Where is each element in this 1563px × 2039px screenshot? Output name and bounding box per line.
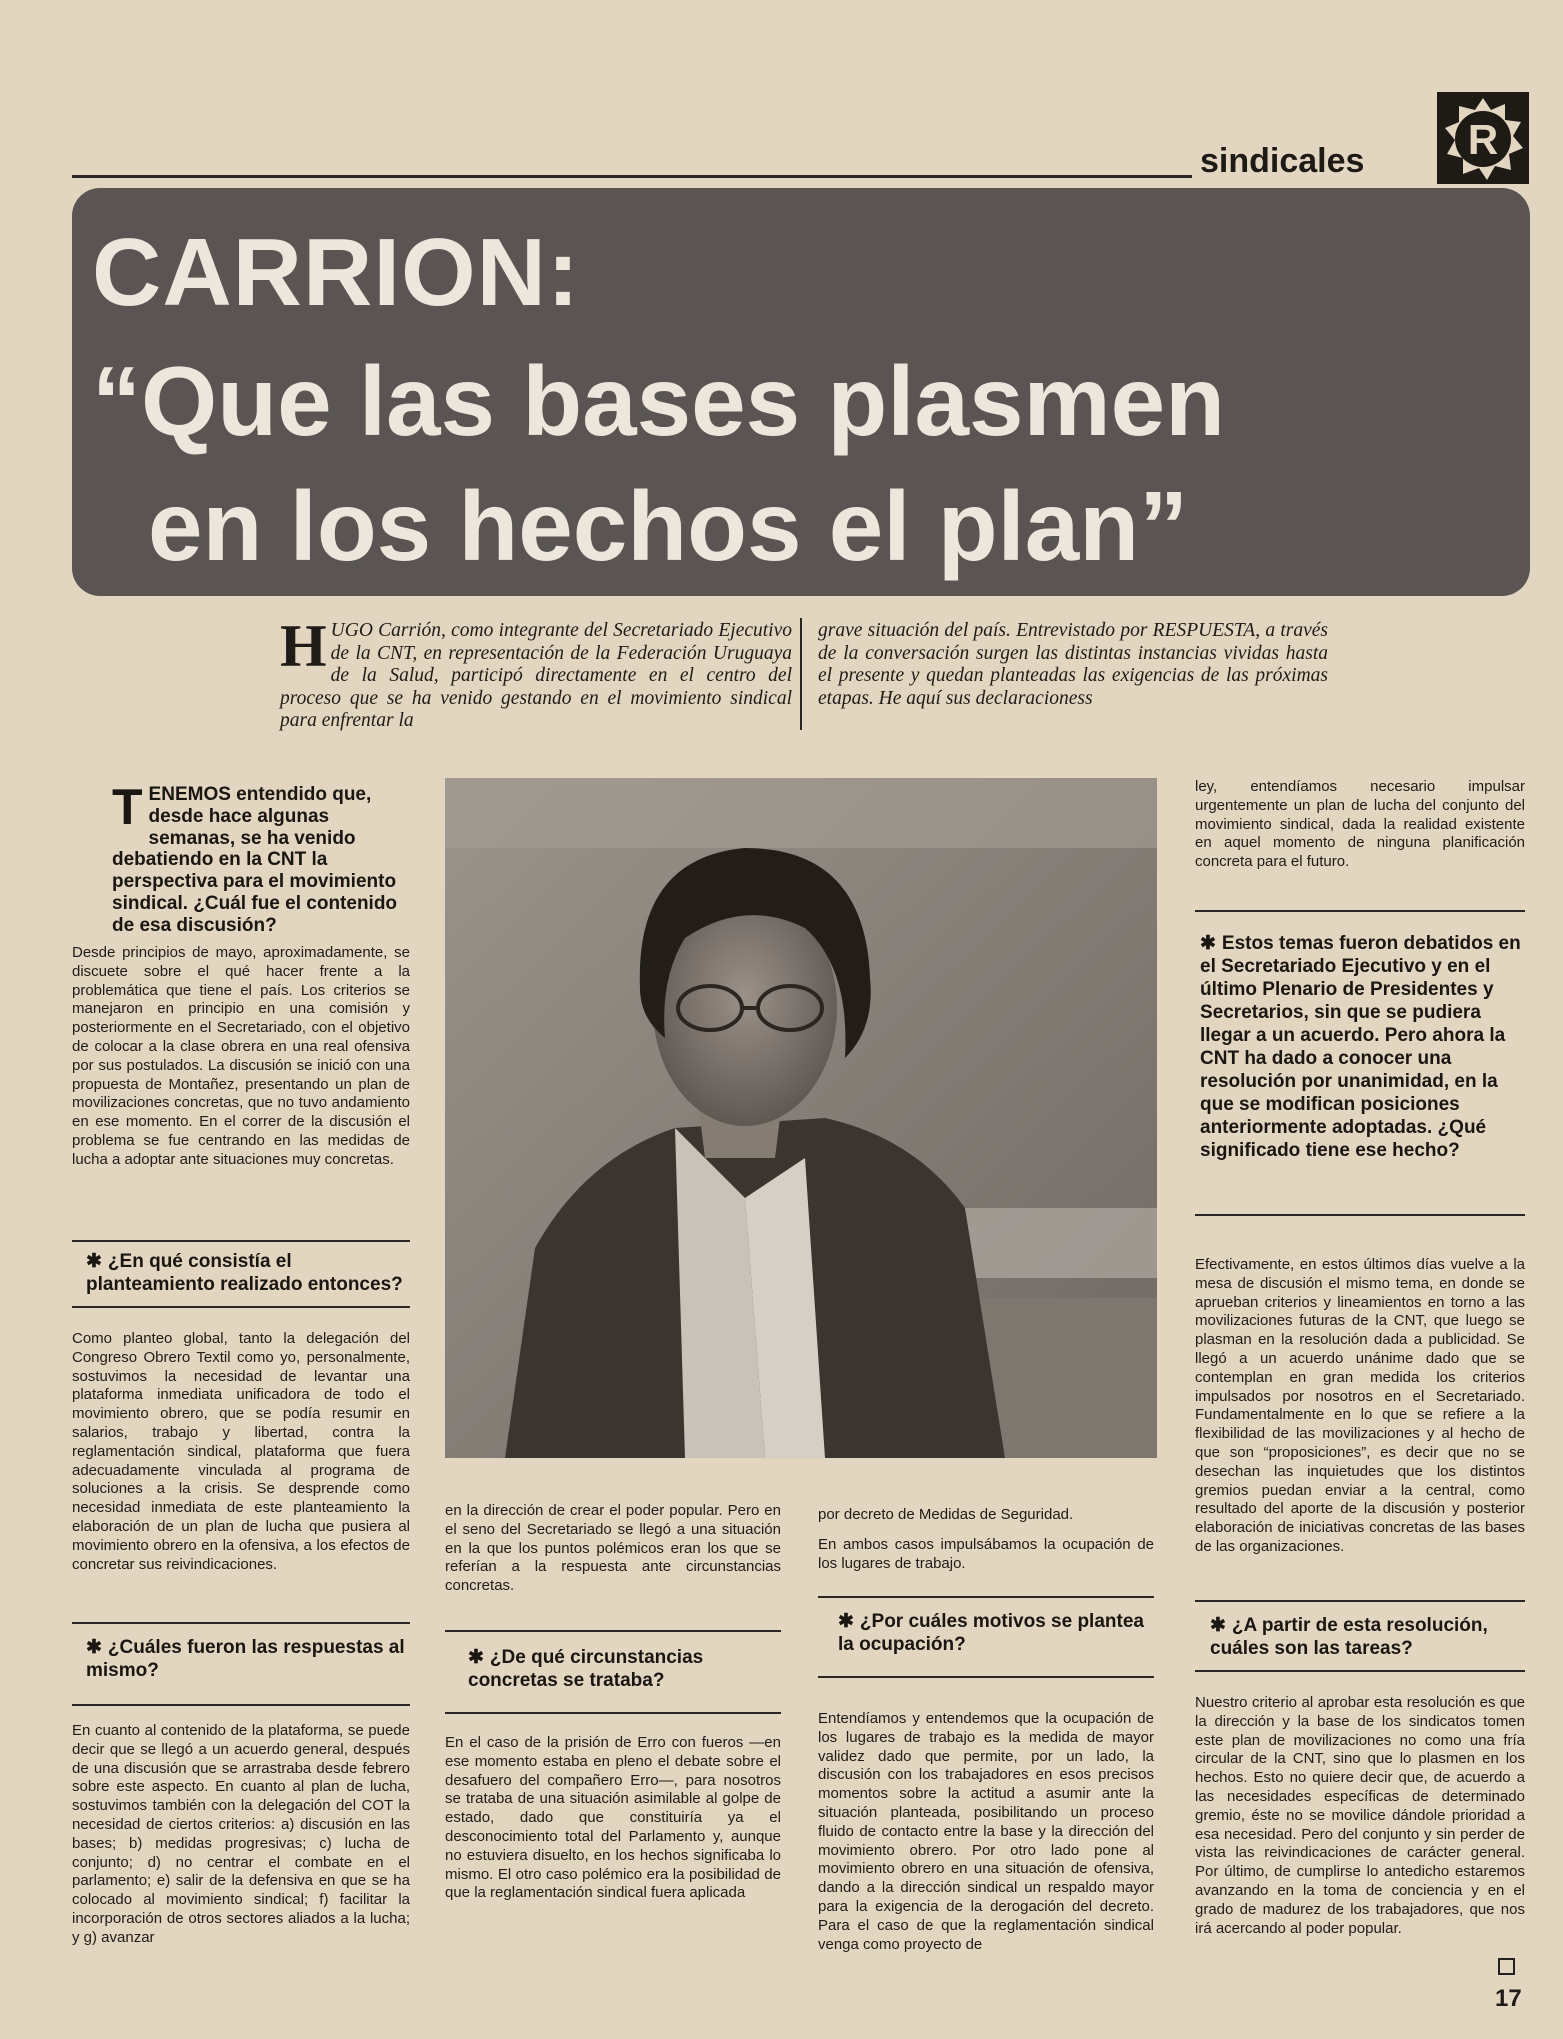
- rule: [72, 1306, 410, 1308]
- headline-line-2: “Que las bases plasmen: [92, 346, 1225, 456]
- headline-line-1: CARRION:: [92, 219, 580, 326]
- intro-left-text: UGO Carrión, como integrante del Secretariado Ejecutivo de la CNT, en representación de la Federación Uruguaya de la Salud, participó directamente en el centro del proceso que se ha venido gestando en el movimiento sindical para enfrentar la: [280, 620, 792, 732]
- answer-4: En el caso de la prisión de Erro con fueros —en ese momento estaba en pleno el debate sobre el desafuero del compañero Erro—, para nosotros se trataba de una situación asimilable al golpe de estado, dado que constituiría ya el desconocimiento total del Parlamento y, aunque no estuviera disuelto, en los hechos significaba lo mismo. El otro caso polémico era la posibilidad de que la reglamentación sindical fuera aplicada: [445, 1734, 781, 1902]
- answer-7: Nuestro criterio al aprobar esta resolución es que la dirección y la base de los sindicatos tomen este plan de movilizaciones no como una fría circular de la CNT, sino que lo plasmen en los hechos. Esto no quiere decir que, de acuerdo a las necesidades específicas de determinado gremio, éste no se movilice dándole prioridad a esa necesidad. Pero del conjunto y sin perder de vista las reivindicaciones de carácter general. Por último, de cumplirse lo antedicho estaremos avanzando en la toma de conciencia y en el grado de madurez de los trabajadores, que nos irá acercando al poder popular.: [1195, 1694, 1525, 1937]
- headline-line-3: en los hechos el plan”: [148, 471, 1189, 581]
- question-2: ✱ ¿En qué consistía el planteamiento realizado entonces?: [86, 1251, 403, 1295]
- rule: [1195, 1214, 1525, 1216]
- question-1: [112, 779, 410, 937]
- intro-divider: [800, 618, 802, 730]
- question-3: ✱ ¿Cuáles fueron las respuestas al mismo?: [86, 1637, 405, 1681]
- section-label: sindicales: [1200, 142, 1365, 180]
- rule: [1195, 1600, 1525, 1602]
- question-1-dropcap: T: [112, 779, 143, 835]
- intro-right: grave situación del país. Entrevistado por RESPUESTA, a través de la conversación surgen las distintas instancias vividas hasta el presente y quedan planteadas las exigencias de las próximas etapas. He aquí sus declaracioness: [818, 620, 1328, 709]
- answer-5: Entendíamos y entendemos que la ocupación de los lugares de trabajo es la medida de mayor validez dado que permite, por un lado, la discusión con los trabajadores en esos precisos momentos sobre la actitud a asumir ante la situación planteada, posibilitando un proceso fluido de contacto entre la base y la dirección del movimiento obrero. Por otro lado pone al movimiento obrero en una situación de ofensiva, dando a la dirección sindical un respaldo mayor para la exigencia de la derogación del decreto. Para el caso de que la reglamentación sindical venga como proyecto de: [818, 1710, 1154, 1953]
- rule: [818, 1596, 1154, 1598]
- rule: [818, 1676, 1154, 1678]
- question-1-text: ENEMOS entendido que, desde hace algunas semanas, se ha venido debatiendo en la CNT la perspectiva para el movimiento sindical. ¿Cuál fue el contenido de esa discusión?: [112, 784, 398, 936]
- answer-cont-3a: por decreto de Medidas de Seguridad.: [818, 1506, 1074, 1523]
- rule: [445, 1712, 781, 1714]
- rule: [1195, 1670, 1525, 1672]
- question-7: ✱ ¿A partir de esta resolución, cuáles son las tareas?: [1210, 1615, 1488, 1659]
- end-mark-icon: [1498, 1958, 1515, 1975]
- rule: [72, 1622, 410, 1624]
- r-sawblade-logo-icon: [1437, 92, 1529, 184]
- rule: [72, 1240, 410, 1242]
- question-4: ✱ ¿De qué circunstancias concretas se trataba?: [468, 1647, 704, 1691]
- answer-cont-2: en la dirección de crear el poder popular. Pero en el seno del Secretariado se llegó a una situación en la que los puntos polémicos eran los que se referían a la respuesta ante circunstancias concretas.: [445, 1502, 781, 1595]
- answer-3: En cuanto al contenido de la plataforma, se puede decir que se llegó a un acuerdo general, después de una discusión que se arrastraba desde febrero sobre este aspecto. En cuanto al plan de lucha, sostuvimos también con la delegación del COT la necesidad de ciertos criterios: a) discusión en las bases; b) medidas progresivas; c) lucha de conjunto; d) no centrar el combate en el parlamento; e) salir de la defensiva en que se ha colocado al movimiento sindical; f) facilitar la incorporación de otros sectores aliados a la lucha; y g) avanzar: [72, 1722, 410, 1946]
- answer-1: Desde principios de mayo, aproximadamente, se discuete sobre el qué hacer frente a la problemática que tiene el país. Los criterios se manejaron en principio en una comisión y posteriormente en el Secretariado, con el objetivo de colocar a la clase obrera en una real ofensiva por sus postulados. La discusión se inició con una propuesta de Montañez, presentando un plan de movilizaciones concretas, que no tuvo andamiento en ese momento. En el correr de la discusión el problema se fue centrando en las medidas de lucha a adoptar ante situaciones muy concretas.: [72, 944, 410, 1168]
- rule: [1195, 910, 1525, 912]
- answer-2: Como planteo global, tanto la delegación del Congreso Obrero Textil como yo, personalmente, sostuvimos la necesidad de levantar una plataforma inmediata unificadora de todo el movimiento obrero, que se podía resumir en salarios, trabajo y libertad, contra la reglamentación sindical, plataforma que fuera adecuadamente vinculada al programa de soluciones a la crisis. Se desprende como necesidad inmediata de este planteamiento la elaboración de un plan de lucha que pusiera al movimiento obrero en la ofensiva, a los efectos de concretar sus reivindicaciones.: [72, 1330, 410, 1573]
- answer-6: Efectivamente, en estos últimos días vuelve a la mesa de discusión el mismo tema, en donde se aprueban criterios y lineamientos en torno a las movilizaciones futuras de la CNT, que luego se plasman en la resolución dada a publicidad. Se llegó a un acuerdo unánime dado que se contemplan en gran medida los criterios impulsados por nosotros en el Secretariado. Fundamentalmente en lo que se refiere a la flexibilidad de las movilizaciones y al hecho de que son “proposiciones”, es decir que no se desechan las inquietudes que los distintos gremios puedan enviar a la central, como resultado del aporte de la discusión y posterior elaboración de iniciativas concretas de las bases de las organizaciones.: [1195, 1256, 1525, 1555]
- question-6: ✱ Estos temas fueron debatidos en el Secretariado Ejecutivo y en el último Plenario de Presidentes y Secretarios, sin que se pudiera llegar a un acuerdo. Pero ahora la CNT ha dado a conocer una resolución por unanimidad, en la que se modifican posiciones anteriormente adoptadas. ¿Qué significado tiene ese hecho?: [1200, 933, 1521, 1161]
- answer-cont-3b: En ambos casos impulsábamos la ocupación de los lugares de trabajo.: [818, 1536, 1154, 1572]
- page-number: 17: [1495, 1985, 1522, 2012]
- answer-cont-4: ley, entendíamos necesario impulsar urgentemente un plan de lucha del conjunto del movimiento sindical, dada la realidad existente en aquel momento de ninguna planificación concreta para el futuro.: [1195, 778, 1525, 871]
- rule: [72, 1704, 410, 1706]
- top-rule: [72, 175, 1192, 178]
- svg-text:R: R: [1467, 116, 1499, 163]
- question-5: ✱ ¿Por cuáles motivos se plantea la ocupación?: [838, 1611, 1144, 1655]
- rule: [445, 1630, 781, 1632]
- intro-left: [280, 613, 792, 733]
- portrait-photo: [445, 778, 1157, 1458]
- intro-dropcap: H: [280, 613, 327, 679]
